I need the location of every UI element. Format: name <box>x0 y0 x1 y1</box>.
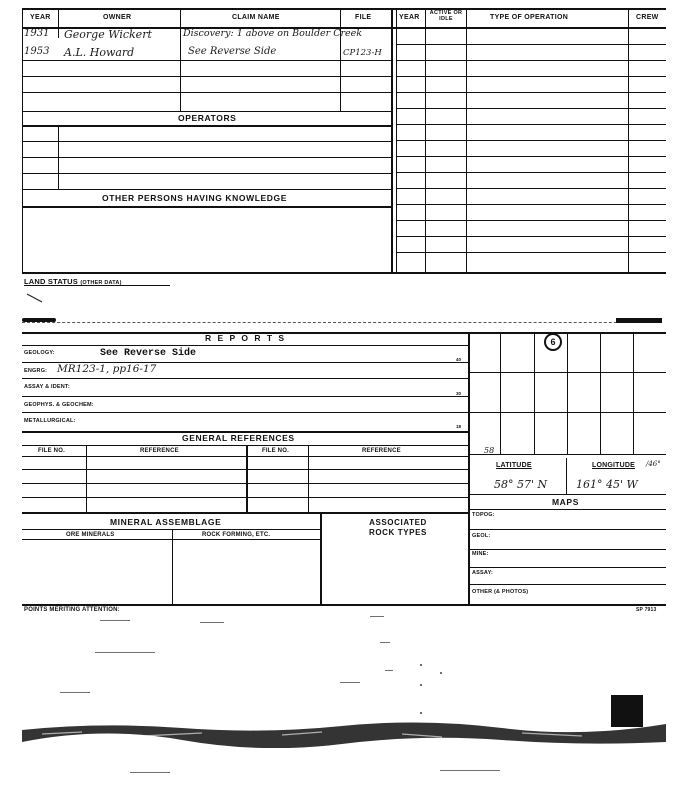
claim-year: 1953 <box>24 46 50 57</box>
grid-corner-number: 58 <box>484 446 495 455</box>
points-meriting-attention: POINTS MERITING ATTENTION: <box>24 607 120 613</box>
report-number: 30 <box>456 391 462 396</box>
year-header: YEAR <box>30 14 51 21</box>
maps-geol: GEOL: <box>472 533 491 539</box>
file-header: FILE <box>355 14 372 21</box>
ref-file-no-header: FILE NO. <box>38 448 65 454</box>
land-status-sublabel: (OTHER DATA) <box>80 280 122 286</box>
owner-header: OWNER <box>103 14 132 21</box>
report-number: 18 <box>456 424 462 429</box>
report-label: ASSAY & IDENT: <box>24 384 70 390</box>
crew-header: CREW <box>636 14 659 21</box>
report-label: GEOPHYS. & GEOCHEM: <box>24 402 94 408</box>
reports-title: R E P O R T S <box>205 333 287 343</box>
ref-file-no-header-2: FILE NO. <box>262 448 289 454</box>
grid-circle-marker <box>544 333 562 351</box>
other-persons-title: OTHER PERSONS HAVING KNOWLEDGE <box>102 193 288 203</box>
general-references-title: GENERAL REFERENCES <box>182 433 295 443</box>
claim-owner: A.L. Howard <box>64 46 135 59</box>
longitude-label: LONGITUDE <box>592 462 636 469</box>
claim-file: CP123-H <box>343 48 382 58</box>
ref-reference-header-2: REFERENCE <box>362 448 401 454</box>
active-idle-header: ACTIVE OR IDLE <box>429 10 463 22</box>
mineral-assemblage-title: MINERAL ASSEMBLAGE <box>110 517 222 527</box>
claim-name-header: CLAIM NAME <box>232 14 280 21</box>
maps-assay: ASSAY: <box>472 570 494 576</box>
operators-title: OPERATORS <box>178 113 237 123</box>
claim-name: Discovery: 1 above on Boulder Creek <box>183 28 363 39</box>
maps-title: MAPS <box>552 497 579 507</box>
claim-owner: George Wickert <box>64 28 152 41</box>
ore-minerals-header: ORE MINERALS <box>66 532 115 538</box>
claim-name: See Reverse Side <box>188 46 277 57</box>
latitude-label: LATITUDE <box>496 462 532 469</box>
report-number: 40 <box>456 357 462 362</box>
report-label: ENGRG: <box>24 368 48 374</box>
report-value: MR123-1, pp16-17 <box>57 363 157 375</box>
type-of-operation-header: TYPE OF OPERATION <box>490 14 569 21</box>
scan-speckle <box>40 612 600 792</box>
maps-topog: TOPOG: <box>472 512 495 518</box>
ref-reference-header: REFERENCE <box>140 448 179 454</box>
claim-year: 1931 <box>24 28 50 39</box>
maps-mine: MINE: <box>472 551 489 557</box>
maps-other: OTHER (& PHOTOS) <box>472 589 529 595</box>
latitude-value: 58° 57' N <box>494 478 548 491</box>
pen-mark-icon <box>26 292 46 304</box>
grid-circle-number: 6 <box>550 337 556 347</box>
land-status-title: LAND STATUS <box>24 277 79 286</box>
ops-year-header: YEAR <box>399 14 420 21</box>
longitude-value: 161° 45' W <box>576 478 638 491</box>
report-label: METALLURGICAL: <box>24 418 76 424</box>
form-number: SP 7913 <box>636 607 657 613</box>
report-label: GEOLOGY: <box>24 350 55 356</box>
associated-rock-types-header: ASSOCIATED ROCK TYPES <box>368 518 427 537</box>
rock-forming-header: ROCK FORMING, ETC. <box>202 532 271 538</box>
longitude-suffix: /46° <box>646 460 661 468</box>
report-value: See Reverse Side <box>100 348 197 359</box>
